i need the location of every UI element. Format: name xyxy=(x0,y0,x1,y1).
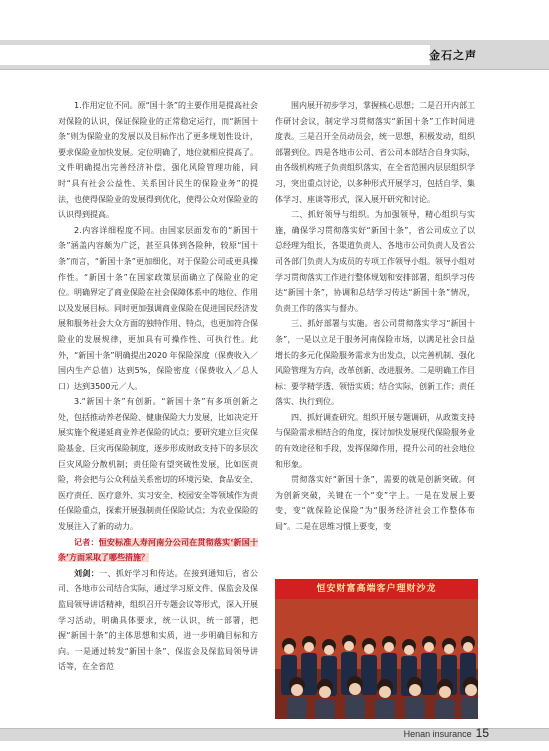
crowd-illustration xyxy=(275,599,478,719)
paragraph-3: 3.“新国十条”有创新。“新国十条”有多项创新之处，包括推动养老保险、健康保险大力发展，比如决定开展实施个税递延商业养老保险的试点；要研究建立巨灾保险基金、巨灾再保险制度，逐步形成财政支持下的多层次巨灾风险分散机制；责任险有望突破性发展，比如医责险，将会把与公众利益关系密切的环境污染、食品安全、医疗责任、医疗意外、实习安全、校园安全等领域作为责任保险重点，探索开展强制责任保险试点；为农业保险的发展注入了新的动力。 xyxy=(58,397,258,532)
paragraph-1: 1.作用定位不同。原“国十条”的主要作用是提高社会对保险的认识，保证保险业的正常稳定运行，而“新国十条”则为保险业的发展以及目标作出了更多规划性设计，要求保险业加快发展。定位明确了，地位就相应提高了。文件明确提出完善经济补偿，强化风险管理功能，同时“具有社会公益性、关系国计民生的保险业务”的提法，也使得保险业的发展得到优化，使得公众对保险业的认识得到提高。 xyxy=(58,101,258,220)
paragraph-r5: 贯彻落实好“新国十条”，需要的就是创新突破。何为创新突破，关键在一个“变”字上。一是在发展上要变，变“就保险论保险”为“服务经济社会工作整体布局”。二是在思维习惯上要变，变 xyxy=(275,475,475,532)
event-photo xyxy=(275,579,478,719)
interview-answer xyxy=(58,566,258,675)
page-number: 15 xyxy=(475,726,489,740)
question-text: 恒安标准人寿河南分公司在贯彻落实‘新国十条’方面采取了哪些措施？ xyxy=(58,537,259,563)
footer xyxy=(404,726,489,740)
paragraph-r2: 二、抓好领导与组织。为加强领导，精心组织与实施，确保学习贯彻落实好“新国十条”，省公司成立了以总经理为组长，各渠道负责人、各地市公司负责人及省公司各部门负责人为成员的专项工作领导小组。领导小组对学习贯彻落实工作进行整体规划和安排部署，组织学习传达“新国十条”，协调和总结学习传达“新国十条”情况，负责工作的落实与督办。 xyxy=(275,210,475,313)
paragraph-2: 2.内容详细程度不同。由国家层面发布的“新国十条”涵盖内容颇为广泛，甚至具体到各险种，较原“国十条”而言，“新国十条”更加细化，对于保险公司或更具操作性。“新国十条”在国家政策层面确立了保险业的定位。明确界定了商业保险在社会保障体系中的地位、作用以及发展目标。同时更加强调商业保险在促进国民经济发展和服务社会大众方面的独特作用、特点，也更加符合保险业的发展规律，更加具有可操作性、可执行性。此外，“新国十条”明确提出2020 年保险深度（保费收入／国内生产总值）达到5%，保险密度（保费收入／总人口）达到3500元／人。 xyxy=(58,225,258,391)
section-title: 金石之声 xyxy=(429,49,477,62)
answer-text: 一、抓好学习和传达。在接到通知后，省公司、各地市公司结合实际，通过学习原文件、保监会及保监局领导讲话精神，组织召开专题会议等形式，深入开展学习活动，明确具体要求，统一认识，统一部署，把握“新国十条”的主体思想和实质，进一步明确目标和方向。一是通过转发“新国十条”、保监会及保监局领导讲话等，在全省范 xyxy=(58,568,259,672)
paragraph-r4: 四、抓好调查研究。组织开展专题调研，从政策支持与保险需求相结合的角度，探讨加快发展现代保险服务业的有效途径和手段，发挥保障作用，提升公司的社会地位和形象。 xyxy=(275,412,475,469)
question-label: 记者： xyxy=(74,537,99,547)
paragraph-r1: 围内展开初步学习，掌握核心思想；二是召开内部工作研讨会议，制定学习贯彻落实“新国十条”工作时间进度表。三是召开全员动员会，统一思想，积极发动，组织部署到位。四是各地市公司、省公司本部结合自身实际，由各级机构班子负责组织落实，在全省范围内层层组织学习，突出重点讨论，以多种形式开展学习，包括自学、集体学习、座谈等形式，深入展开研究和讨论。 xyxy=(275,101,475,204)
photo-banner: 恒安财富高端客户理财沙龙 xyxy=(275,579,478,599)
answer-speaker: 刘剑： xyxy=(74,568,100,578)
magazine-name: Henan insurance xyxy=(403,729,472,739)
paragraph-r3: 三、抓好部署与实施。省公司贯彻落实学习“新国十条”，一是以立足于服务河南保险市场，以满足社会日益增长的多元化保险服务需求为出发点，以完善机制、强化风险管理为方向，改革创新、改进服务。二是明确工作目标：要学精学透、领悟实质；结合实际，创新工作；责任落实、执行到位。 xyxy=(275,319,475,407)
interview-question xyxy=(58,535,258,566)
right-column xyxy=(275,98,475,535)
header-band xyxy=(0,45,430,65)
left-column xyxy=(58,98,258,675)
header-rule xyxy=(0,69,549,70)
